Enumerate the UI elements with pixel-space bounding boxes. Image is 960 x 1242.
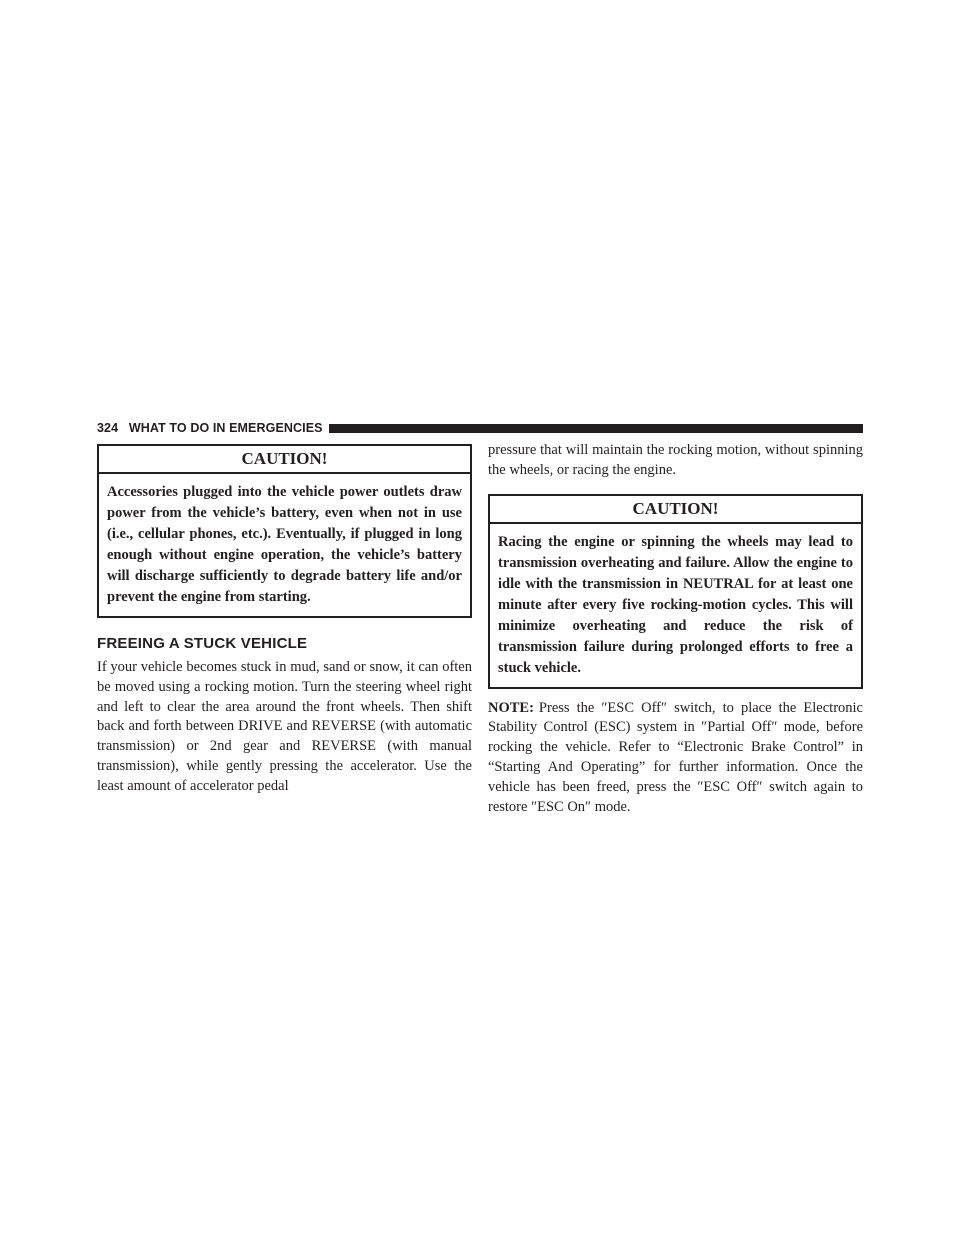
page-number: 324 bbox=[97, 421, 119, 435]
section-heading: FREEING A STUCK VEHICLE bbox=[97, 635, 308, 652]
page-header-text bbox=[97, 421, 329, 435]
right-column bbox=[488, 441, 863, 817]
note-label: NOTE: bbox=[488, 699, 534, 716]
section-paragraph: If your vehicle becomes stuck in mud, sand or snow, it can often be moved using a rocking motion. Turn the steering wheel right and left to clear the area around the front wheels. Then shift back and forth between DRIVE and REVERSE (with automatic transmission) or 2nd gear and REVERSE (with manual transmission), while gently pressing the accelerator. Use the least amount of accelerator pedal bbox=[97, 659, 472, 794]
caution-body: Racing the engine or spinning the wheels may lead to transmission overheating and failure. Allow the engine to idle with the transmission in NEUTRAL for at least one minute after every five rocking-motion cycles. This will minimize overheating and reduce the risk of transmission failure during prolonged efforts to free a stuck vehicle. bbox=[498, 533, 853, 676]
header-rule bbox=[329, 424, 863, 433]
page-header bbox=[97, 421, 863, 435]
note-text: Press the ″ESC Off″ switch, to place the Electronic Stability Control (ESC) system in ″Partial Off″ mode, before rocking the vehicle. Refer to “Electronic Brake Control” in “Starting And Operating” for further information. Once the vehicle has been freed, press the ″ESC Off″ switch again to restore ″ESC On″ mode. bbox=[488, 699, 863, 815]
section-paragraph-continued: pressure that will maintain the rocking motion, without spinning the wheels, or racing the engine. bbox=[488, 442, 863, 478]
caution-box-accessories bbox=[97, 444, 472, 618]
caution-box-racing bbox=[488, 494, 863, 689]
caution-title: CAUTION! bbox=[99, 446, 470, 474]
caution-title: CAUTION! bbox=[490, 496, 861, 524]
section-title: WHAT TO DO IN EMERGENCIES bbox=[128, 421, 323, 435]
left-column bbox=[97, 444, 472, 797]
note-paragraph bbox=[488, 699, 863, 818]
caution-body: Accessories plugged into the vehicle power outlets draw power from the vehicle’s battery, even when not in use (i.e., cellular phones, etc.). Eventually, if plugged in long enough without engine operation, the vehicle’s battery will discharge sufficiently to degrade battery life and/or prevent the engine from starting. bbox=[107, 484, 462, 605]
